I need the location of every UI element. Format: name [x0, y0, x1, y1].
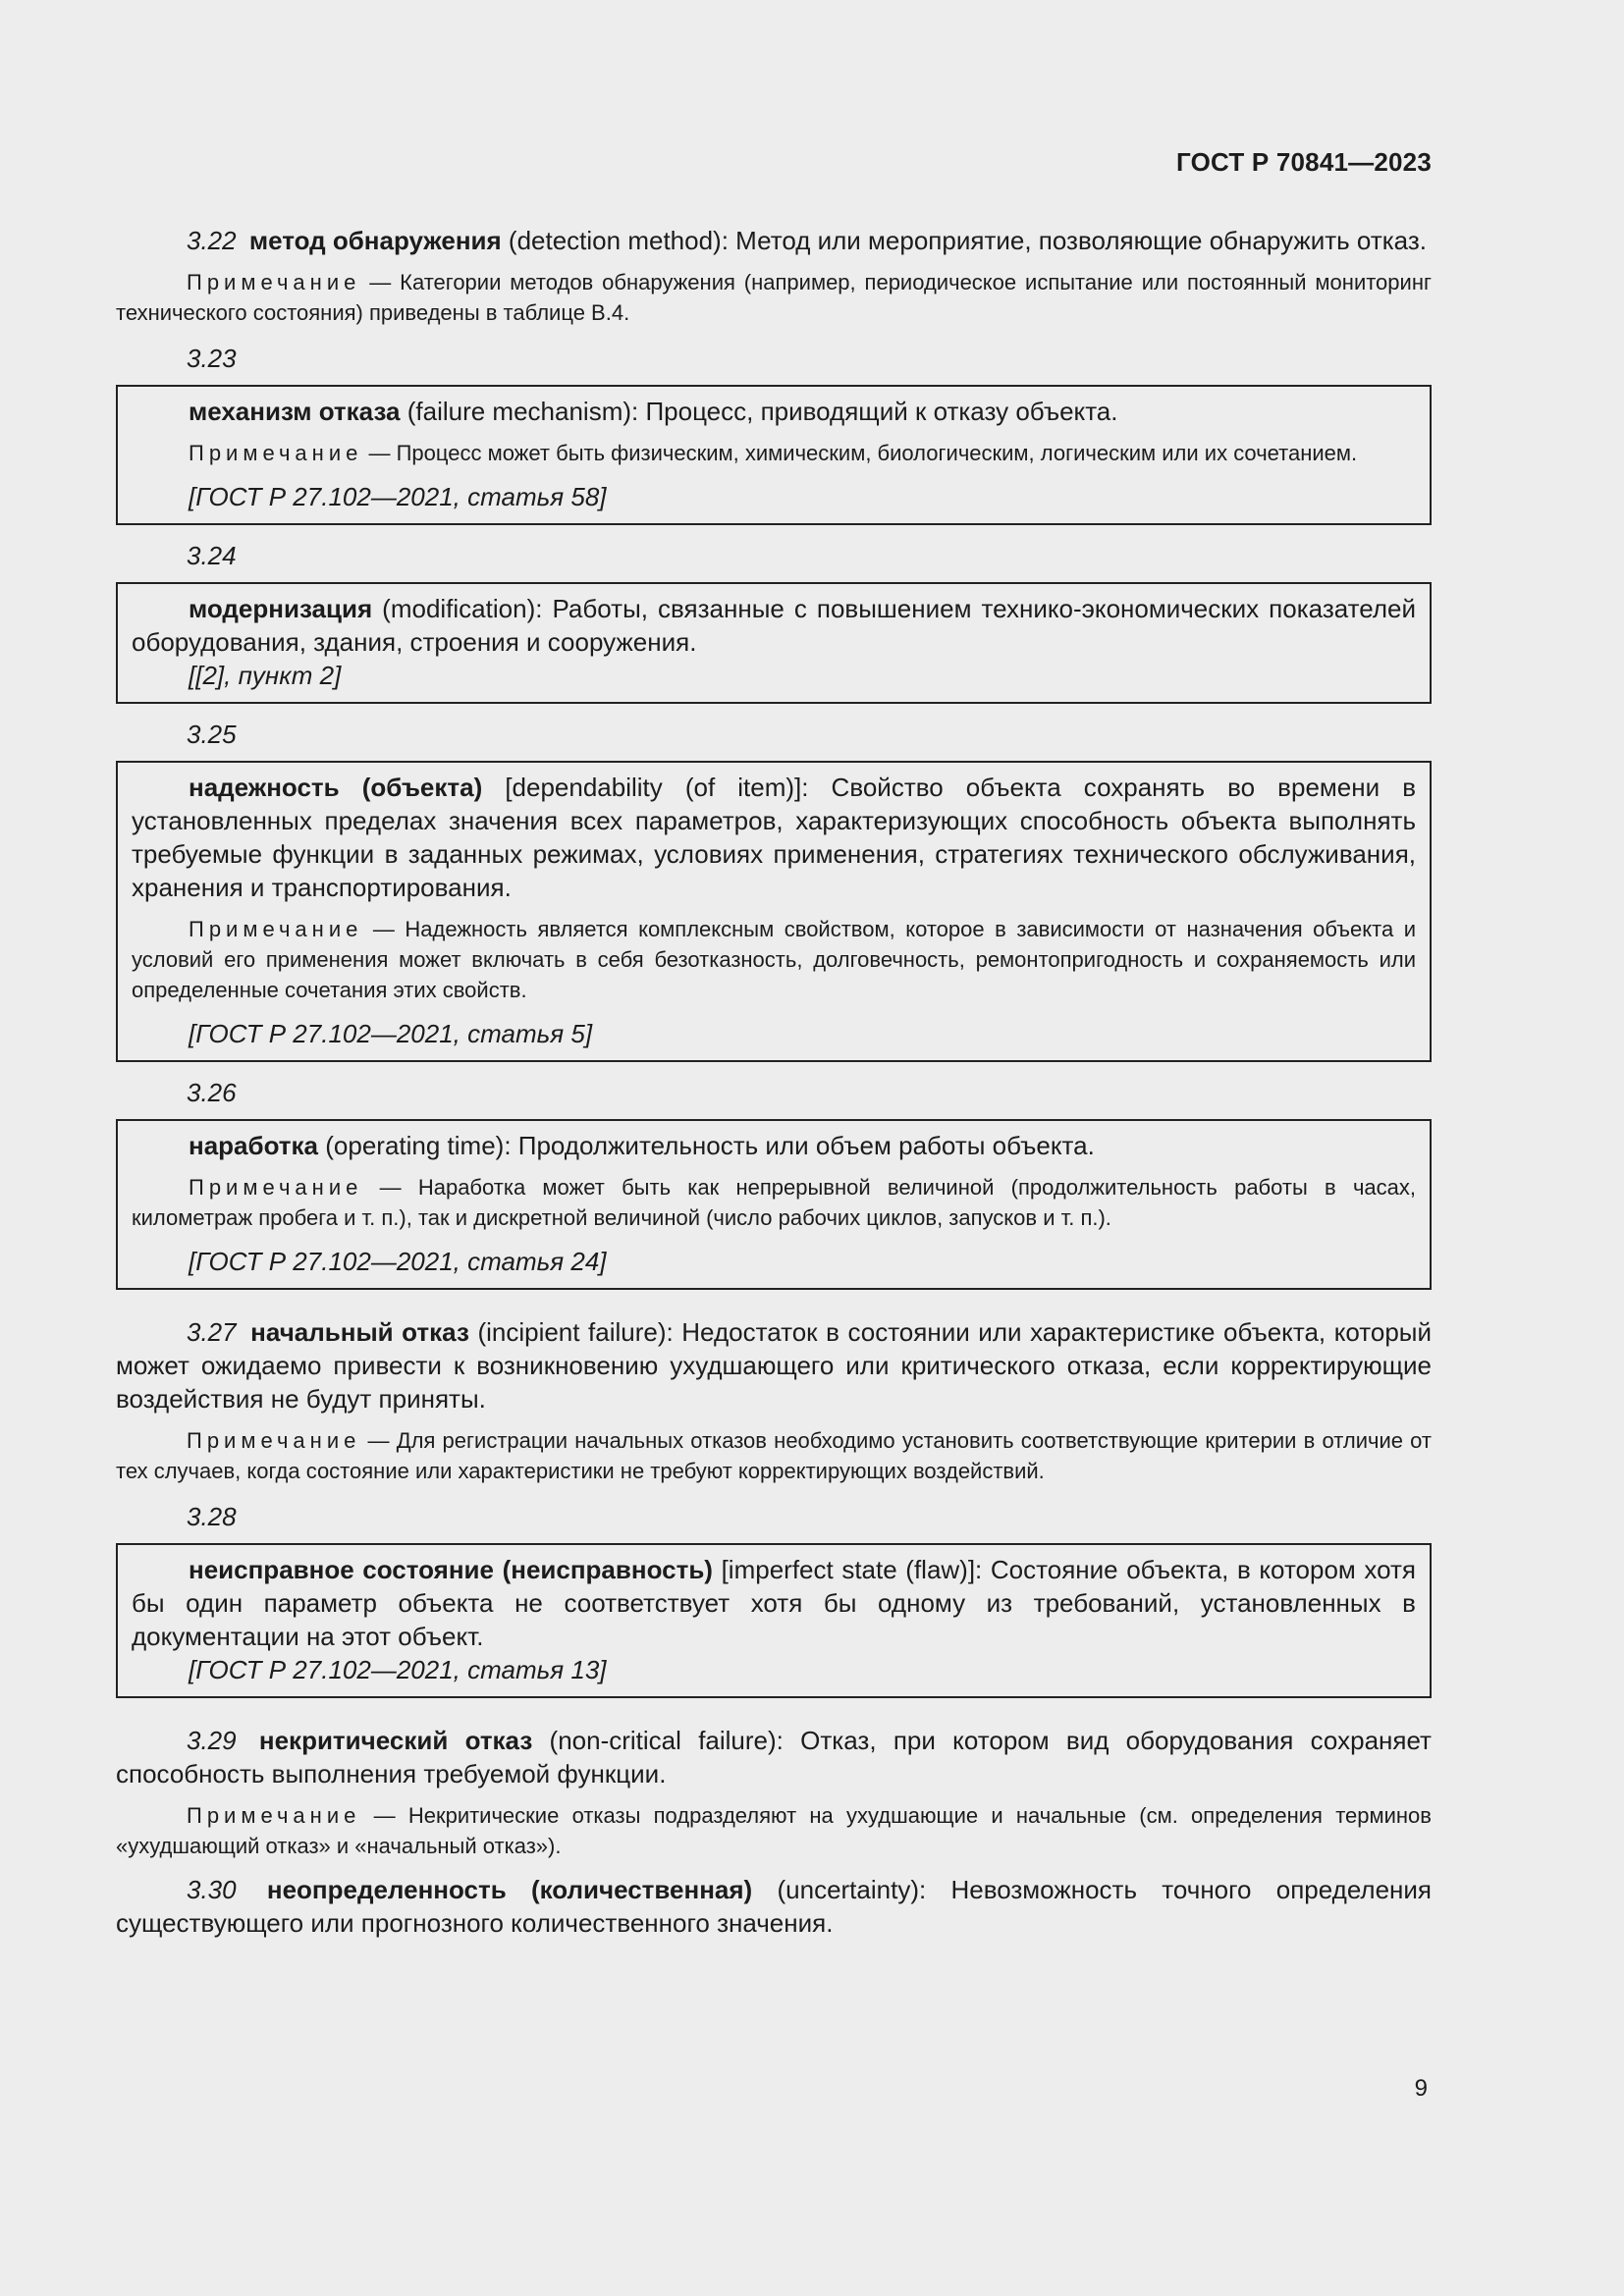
entry-number-3-24: 3.24	[187, 541, 237, 570]
entry-box-3-23	[116, 385, 1432, 525]
entry-3-23	[132, 395, 1416, 428]
standard-header: ГОСТ Р 70841—2023	[1176, 147, 1432, 177]
term-title: механизм отказа	[189, 397, 401, 426]
term-definition: (non-critical failure): Отказ, при котором вид оборудования сохраняет способность выполнения требуемой функции.	[116, 1726, 1432, 1789]
term-definition: (failure mechanism): Процесс, приводящий к отказу объекта.	[406, 397, 1118, 426]
entry-box-3-26	[116, 1119, 1432, 1290]
entry-3-24	[132, 592, 1416, 659]
entry-3-28	[132, 1553, 1416, 1653]
entry-box-3-25	[116, 761, 1432, 1062]
source-reference: [ГОСТ Р 27.102—2021, статья 5]	[189, 1019, 593, 1048]
entry-box-3-28	[116, 1543, 1432, 1698]
entry-3-29	[116, 1724, 1432, 1790]
entry-number-3-25: 3.25	[187, 720, 237, 749]
entry-number: 3.22	[187, 226, 237, 255]
term-title: некритический отказ	[258, 1726, 533, 1755]
note-3-25	[132, 914, 1416, 1005]
note-label: Примечание	[189, 1175, 363, 1200]
term-definition: [imperfect state (flaw)]: Состояние объекта, в котором хотя бы один параметр объекта не соответствует хотя бы одному из требований, установленных в документации на этот объект.	[132, 1555, 1416, 1651]
note-3-27	[116, 1425, 1432, 1486]
page-number: 9	[1414, 2075, 1428, 2102]
note-text: — Процесс может быть физическим, химическим, биологическим, логическим или их сочетанием.	[368, 441, 1358, 465]
term-definition: (uncertainty): Невозможность точного определения существующего или прогнозного количественного значения.	[116, 1875, 1433, 1938]
note-3-23	[132, 438, 1416, 468]
source-reference: [ГОСТ Р 27.102—2021, статья 58]	[189, 482, 607, 511]
terms-body	[116, 224, 1432, 1940]
note-label: Примечание	[189, 917, 363, 941]
term-title: начальный отказ	[250, 1317, 469, 1347]
term-title: неисправное состояние (неисправность)	[189, 1555, 713, 1584]
note-text: — Надежность является комплексным свойством, которое в зависимости от назначения объекта и условий его применения может включать в себя безотказность, долговечность, ремонтопригодность и сохраняемость или определенные сочетания этих свойств.	[132, 917, 1416, 1002]
entry-number-3-28: 3.28	[187, 1502, 237, 1531]
term-definition: [dependability (of item)]: Свойство объекта сохранять во времени в установленных пределах значения всех параметров, характеризующих способность объекта выполнять требуемые функции в заданных режимах, условиях применения, стратегиях технического обслуживания, хранения и транспортирования.	[132, 773, 1417, 902]
term-title: модернизация	[189, 594, 373, 623]
note-label: Примечание	[187, 270, 361, 294]
source-reference: [[2], пункт 2]	[189, 661, 342, 690]
term-definition: (incipient failure): Недостаток в состоянии или характеристике объекта, который может ожидаемо привести к возникновению ухудшающего или критического отказа, если корректирующие воздействия не будут приняты.	[116, 1317, 1433, 1414]
term-definition: (modification): Работы, связанные с повышением технико-экономических показателей оборудования, здания, строения и сооружения.	[132, 594, 1416, 657]
source-reference: [ГОСТ Р 27.102—2021, статья 13]	[189, 1655, 607, 1684]
source-reference: [ГОСТ Р 27.102—2021, статья 24]	[189, 1247, 607, 1276]
note-3-26	[132, 1172, 1416, 1233]
note-label: Примечание	[187, 1803, 361, 1828]
note-label: Примечание	[189, 441, 363, 465]
note-3-29	[116, 1800, 1432, 1861]
entry-3-22	[116, 224, 1432, 257]
term-definition: (operating time): Продолжительность или объем работы объекта.	[325, 1131, 1095, 1160]
term-title: неопределенность (количественная)	[266, 1875, 753, 1904]
note-text: — Категории методов обнаружения (например, периодическое испытание или постоянный мониторинг технического состояния) приведены в таблице В.4.	[116, 270, 1432, 325]
entry-number-3-26: 3.26	[187, 1078, 237, 1107]
entry-3-25	[132, 771, 1416, 904]
note-text: — Для регистрации начальных отказов необходимо установить соответствующие критерии в отличие от тех случаев, когда состояние или характеристики не требуют корректирующих воздействий.	[116, 1428, 1432, 1483]
note-text: — Наработка может быть как непрерывной величиной (продолжительность работы в часах, километраж пробега и т. п.), так и дискретной величиной (число рабочих циклов, запусков и т. п.).	[132, 1175, 1416, 1230]
entry-3-26	[132, 1129, 1416, 1162]
term-title: метод обнаружения	[248, 226, 502, 255]
term-definition: (detection method): Метод или мероприятие, позволяющие обнаружить отказ.	[508, 226, 1427, 255]
entry-box-3-24	[116, 582, 1432, 704]
term-title: наработка	[189, 1131, 319, 1160]
entry-number: 3.30	[187, 1875, 237, 1904]
entry-3-30	[116, 1873, 1432, 1940]
entry-number: 3.29	[187, 1726, 237, 1755]
entry-number-3-23: 3.23	[187, 344, 237, 373]
entry-number: 3.27	[187, 1317, 237, 1347]
document-page	[116, 0, 1432, 2296]
note-text: — Некритические отказы подразделяют на ухудшающие и начальные (см. определения терминов «ухудшающий отказ» и «начальный отказ»).	[116, 1803, 1432, 1858]
term-title: надежность (объекта)	[189, 773, 483, 802]
entry-3-27	[116, 1315, 1432, 1415]
note-3-22	[116, 267, 1432, 328]
note-label: Примечание	[187, 1428, 361, 1453]
